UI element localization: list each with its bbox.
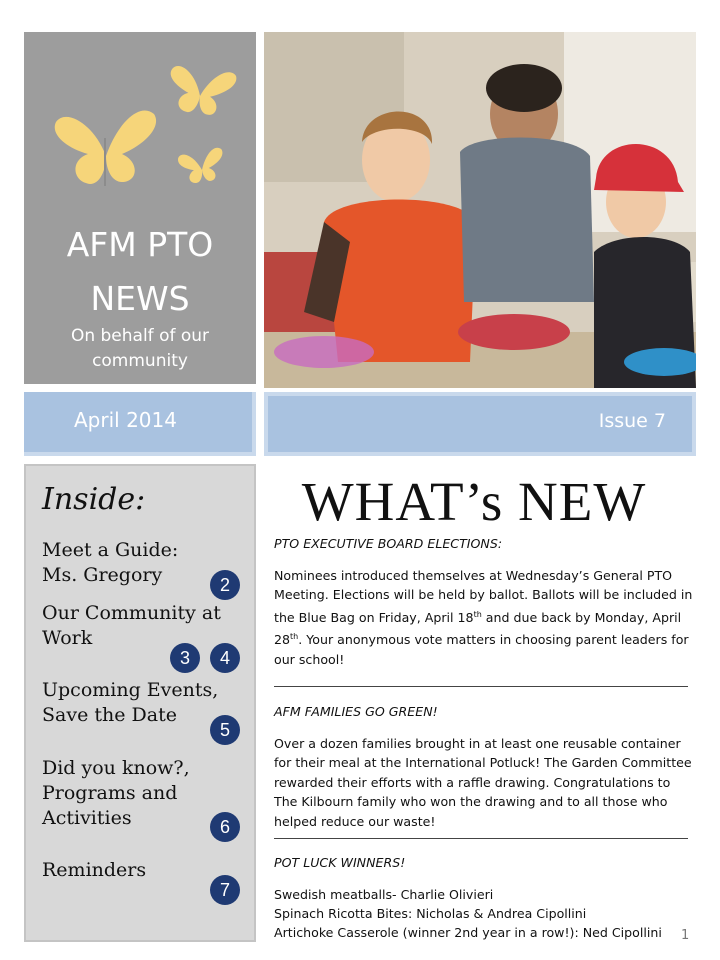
- toc-item-community-at-work[interactable]: Our Community at Work: [42, 602, 221, 649]
- classroom-photo: [264, 32, 696, 388]
- section-heading-elections: PTO EXECUTIVE BOARD ELECTIONS:: [274, 536, 503, 551]
- children-photo-illustration: [264, 32, 696, 388]
- butterfly-icon: [164, 62, 237, 119]
- potluck-winner-line: Artichoke Casserole (winner 2nd year in a row!): Ned Cipollini: [274, 925, 662, 940]
- toc-item-did-you-know[interactable]: Did you know?, Programs and Activities: [42, 757, 190, 829]
- section-body-elections: Nominees introduced themselves at Wednesday’s General PTO Meeting. Elections will be held by ballot. Ballots will be included in the Blue Bag on Friday, April 18th and due back by Monday, April 28th. Your anonymous vote matters in choosing parent leaders for our school!: [274, 568, 693, 667]
- issue-date: April 2014: [74, 408, 177, 432]
- newsletter-subtitle: On behalf of our community: [70, 326, 210, 371]
- toc-item-reminders[interactable]: Reminders: [42, 859, 147, 881]
- potluck-winner-line: Spinach Ricotta Bites: Nicholas & Andrea Cipollini: [274, 906, 587, 921]
- sidebar-heading: Inside:: [42, 482, 146, 517]
- section-body-go-green: Over a dozen families brought in at least one reusable container for their meal at the International Potluck! The Garden Committee rewarded their efforts with a raffle drawing. Congratulations to The Kilbourn family who won the drawing and to all those who helped reduce our waste!: [274, 736, 692, 829]
- butterfly-icon: [177, 147, 226, 185]
- toc-item-meet-a-guide[interactable]: Meet a Guide: Ms. Gregory: [42, 539, 179, 586]
- newsletter-title: AFM PTO NEWS: [66, 225, 214, 318]
- butterflies-decoration: [24, 32, 256, 222]
- headline: WHAT’s NEW: [301, 471, 647, 532]
- butterfly-icon: [55, 110, 156, 186]
- section-heading-potluck: POT LUCK WINNERS!: [274, 855, 406, 870]
- page-badge[interactable]: 6: [210, 812, 240, 842]
- page-badge[interactable]: 2: [210, 570, 240, 600]
- masthead-title-box: [24, 32, 256, 384]
- section-divider: [274, 686, 688, 687]
- potluck-winner-line: Swedish meatballs- Charlie Olivieri: [274, 887, 494, 902]
- issue-date-bar: [24, 392, 256, 456]
- section-heading-go-green: AFM FAMILIES GO GREEN!: [274, 704, 438, 719]
- page-badge[interactable]: 7: [210, 875, 240, 905]
- section-divider: [274, 838, 688, 839]
- page-number: 1: [681, 928, 690, 943]
- page-badge[interactable]: 4: [210, 643, 240, 673]
- inside-sidebar: [24, 464, 256, 942]
- page-badge[interactable]: 5: [210, 715, 240, 745]
- issue-number-bar: [264, 392, 696, 456]
- toc-item-upcoming-events[interactable]: Upcoming Events, Save the Date: [42, 679, 219, 726]
- page-badge[interactable]: 3: [170, 643, 200, 673]
- issue-number: Issue 7: [598, 410, 666, 432]
